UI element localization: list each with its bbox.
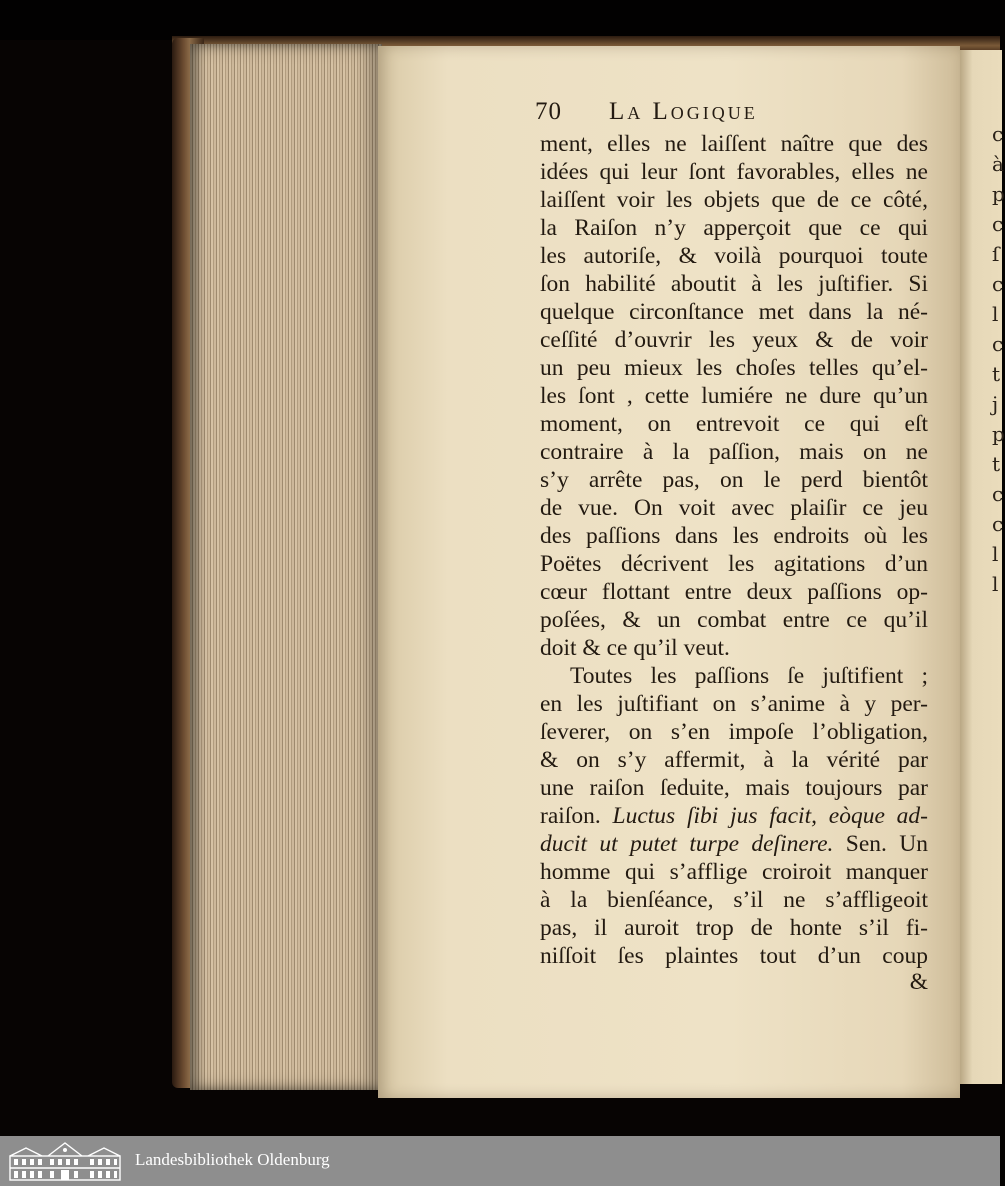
text-line: de vue. On voit avec plaiſir ce jeu [540, 495, 928, 521]
text-line: des paſſions dans les endroits où les [540, 523, 928, 549]
text-line: s’y arrête pas, on le perd bientôt [540, 467, 928, 493]
next-page-char: c [992, 332, 1004, 356]
running-head [535, 98, 758, 126]
library-building-icon [8, 1140, 122, 1182]
text-line: à la bienſéance, s’il ne s’affligeoit [540, 887, 928, 913]
text-segment: Sen. Un [845, 831, 929, 857]
next-page-char: à [992, 152, 1004, 176]
text-line: les autoriſe, & voilà pourquoi toute [540, 243, 928, 269]
page-stack-fore-edge [190, 44, 382, 1090]
text-line: idées qui leur ſont favorables, elles ne [540, 159, 928, 185]
next-page-char: p [992, 182, 1005, 206]
text-line: ment, elles ne laiſſent naître que des [540, 131, 928, 157]
text-line: cœur flottant entre deux paſſions op- [540, 579, 928, 605]
page-number: 70 [535, 98, 562, 125]
text-line: la Raiſon n’y apperçoit que ce qui [540, 215, 928, 241]
text-line: poſées, & un combat entre ce qu’il [540, 607, 928, 633]
text-line: doit & ce qu’il veut. [540, 635, 730, 661]
next-page-char: c [992, 482, 1004, 506]
text-line: pas, il auroit trop de honte s’il fi- [540, 915, 928, 941]
running-title: La Logique [609, 98, 758, 125]
text-line: quelque circonſtance met dans la né- [540, 299, 928, 325]
text-line: moment, on entrevoit ce qui eſt [540, 411, 928, 437]
next-page-char: l [992, 542, 999, 566]
text-line: en les juſtifiant on s’anime à y per- [540, 691, 928, 717]
next-page-char: c [992, 212, 1004, 236]
text-line: laiſſent voir les objets que de ce côté, [540, 187, 928, 213]
text-line: niſſoit ſes plaintes tout d’un coup [540, 943, 928, 969]
next-page-char: t [992, 452, 1001, 476]
text-segment: raiſon. [540, 803, 601, 829]
text-line: une raiſon ſeduite, mais toujours par [540, 775, 928, 801]
latin-quote: ducit ut putet turpe deſinere. [540, 831, 834, 857]
next-page-char: l [992, 302, 999, 326]
text-line: ceſſité d’ouvrir les yeux & de voir [540, 327, 928, 353]
text-line: un peu mieux les choſes telles qu’el- [540, 355, 928, 381]
next-page-char: c [992, 512, 1004, 536]
latin-quote: Luctus ſibi jus facit, eòque ad- [612, 803, 928, 829]
next-page-char: c [992, 122, 1004, 146]
text-line-mixed [540, 802, 928, 830]
catchword: & [909, 969, 928, 995]
next-page-char: l [992, 572, 999, 596]
next-page-char: j [992, 392, 999, 416]
next-page-char: t [992, 362, 1001, 386]
next-page-char: c [992, 272, 1004, 296]
next-page-char: p [992, 422, 1005, 446]
text-line: homme qui s’afflige croiroit manquer [540, 859, 928, 885]
footer-bar [0, 1136, 1000, 1186]
text-line: & on s’y affermit, à la vérité par [540, 747, 928, 773]
text-line: les ſont , cette lumiére ne dure qu’un [540, 383, 928, 409]
text-line-mixed [540, 830, 928, 858]
library-name: Landesbibliothek Oldenburg [135, 1150, 330, 1169]
text-line: ſeverer, on s’en impoſe l’obligation, [540, 719, 928, 745]
next-page-char: ſ [992, 242, 1000, 266]
text-line: Poëtes décrivent les agitations d’un [540, 551, 928, 577]
paragraph-start-line: Toutes les paſſions ſe juſtifient ; [570, 663, 928, 689]
text-line: ſon habilité aboutit à les juſtifier. Si [540, 271, 928, 297]
text-line: contraire à la paſſion, mais on ne [540, 439, 928, 465]
background [0, 0, 1000, 40]
